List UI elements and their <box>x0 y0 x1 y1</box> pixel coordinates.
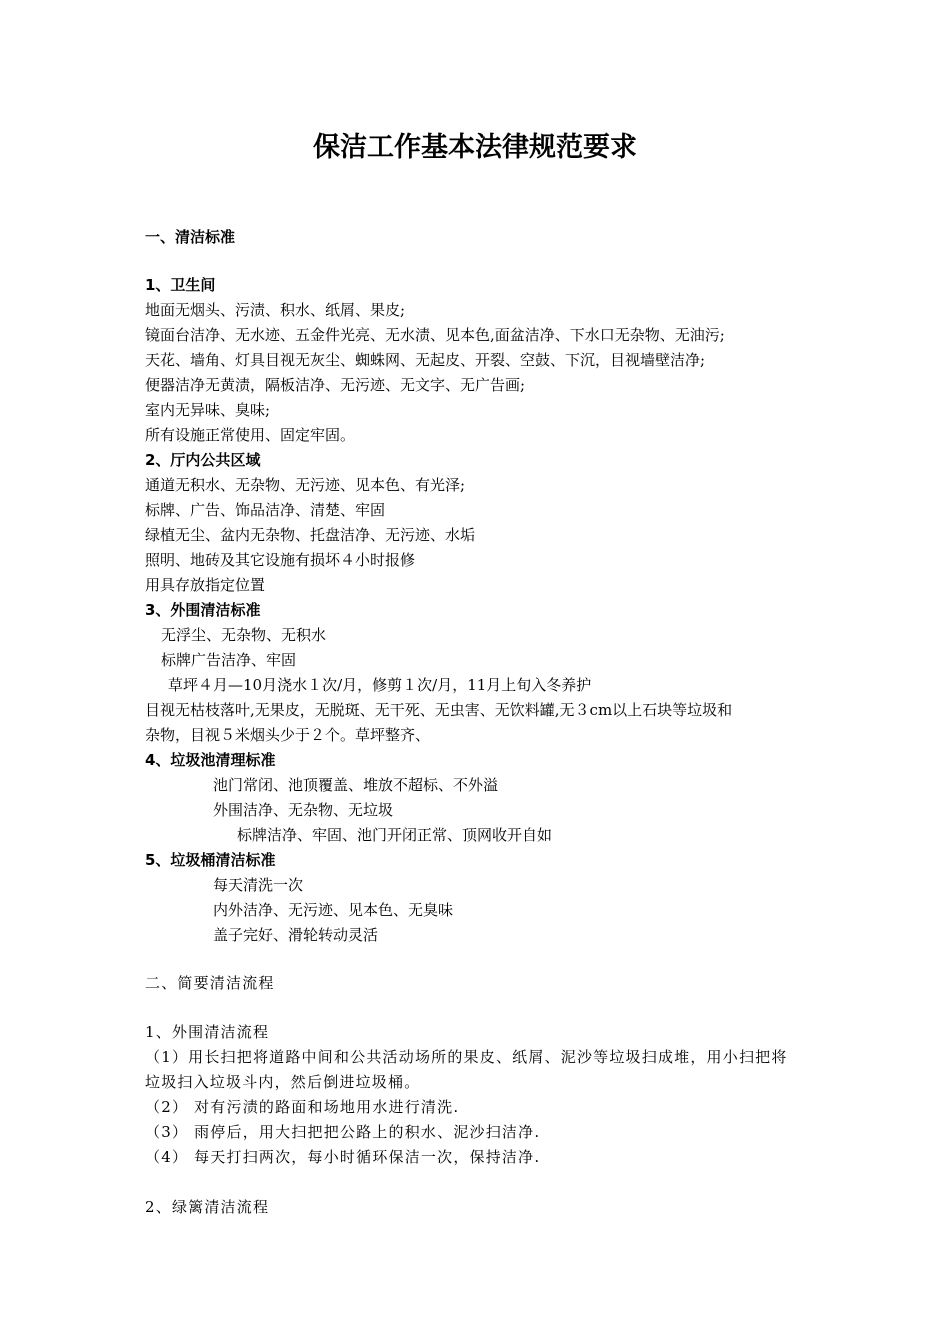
text-line: 照明、地砖及其它设施有损坏４小时报修 <box>145 551 416 569</box>
section-heading: 二、简要清洁流程 <box>145 974 275 992</box>
text-line: 池门常闭、池顶覆盖、堆放不超标、不外溢 <box>213 776 499 794</box>
text-line: 无浮尘、无杂物、无积水 <box>161 626 327 644</box>
text-line: 杂物，目视５米烟头少于２个。草坪整齐、 <box>145 726 431 744</box>
text-line: （1）用长扫把将道路中间和公共活动场所的果皮、纸屑、泥沙等垃圾扫成堆，用小扫把将 <box>145 1048 788 1066</box>
text-line: （3） 雨停后，用大扫把把公路上的积水、泥沙扫洁净. <box>145 1123 541 1141</box>
subsection-heading: 2、厅内公共区域 <box>145 451 261 469</box>
text-line: 草坪４月—10月浇水１次/月，修剪１次/月，11月上旬入冬养护 <box>168 676 592 694</box>
text-line: 镜面台洁净、无水迹、五金件光亮、无水渍、见本色,面盆洁净、下水口无杂物、无油污; <box>145 326 725 344</box>
text-line: （2） 对有污渍的路面和场地用水进行清洗. <box>145 1098 460 1116</box>
text-line: 每天清洗一次 <box>213 876 304 894</box>
text-line: 垃圾扫入垃圾斗内，然后倒进垃圾桶。 <box>145 1073 421 1091</box>
subsection-heading: 1、外围清洁流程 <box>145 1023 270 1041</box>
text-line: 用具存放指定位置 <box>145 576 266 594</box>
text-line: 所有设施正常使用、固定牢固。 <box>145 426 356 444</box>
text-line: 室内无异味、臭味; <box>145 401 271 419</box>
text-line: （4） 每天打扫两次，每小时循环保洁一次，保持洁净. <box>145 1148 541 1166</box>
text-line: 内外洁净、无污迹、见本色、无臭味 <box>213 901 454 919</box>
subsection-heading: 5、垃圾桶清洁标准 <box>145 851 276 869</box>
subsection-heading: 2、绿篱清洁流程 <box>145 1198 270 1216</box>
text-line: 天花、墙角、灯具目视无灰尘、蜘蛛网、无起皮、开裂、空鼓、下沉，目视墙壁洁净; <box>145 351 706 369</box>
subsection-heading: 3、外围清洁标准 <box>145 601 261 619</box>
text-line: 外围洁净、无杂物、无垃圾 <box>213 801 394 819</box>
text-line: 标牌洁净、牢固、池门开闭正常、顶网收开自如 <box>237 826 553 844</box>
subsection-heading: 4、垃圾池清理标准 <box>145 751 276 769</box>
text-line: 标牌、广告、饰品洁净、清楚、牢固 <box>145 501 386 519</box>
subsection-heading: 1、卫生间 <box>145 276 216 294</box>
text-line: 地面无烟头、污渍、积水、纸屑、果皮; <box>145 301 406 319</box>
text-line: 目视无枯枝落叶,无果皮，无脱斑、无干死、无虫害、无饮料罐,无３cm以上石块等垃圾和 <box>145 701 733 719</box>
text-line: 绿植无尘、盆内无杂物、托盘洁净、无污迹、水垢 <box>145 526 476 544</box>
document-title: 保洁工作基本法律规范要求 <box>313 132 637 163</box>
text-line: 便器洁净无黄渍，隔板洁净、无污迹、无文字、无广告画; <box>145 376 526 394</box>
text-line: 标牌广告洁净、牢固 <box>161 651 297 669</box>
text-line: 通道无积水、无杂物、无污迹、见本色、有光泽; <box>145 476 466 494</box>
text-line: 盖子完好、滑轮转动灵活 <box>213 926 379 944</box>
section-heading: 一、清洁标准 <box>145 228 236 246</box>
